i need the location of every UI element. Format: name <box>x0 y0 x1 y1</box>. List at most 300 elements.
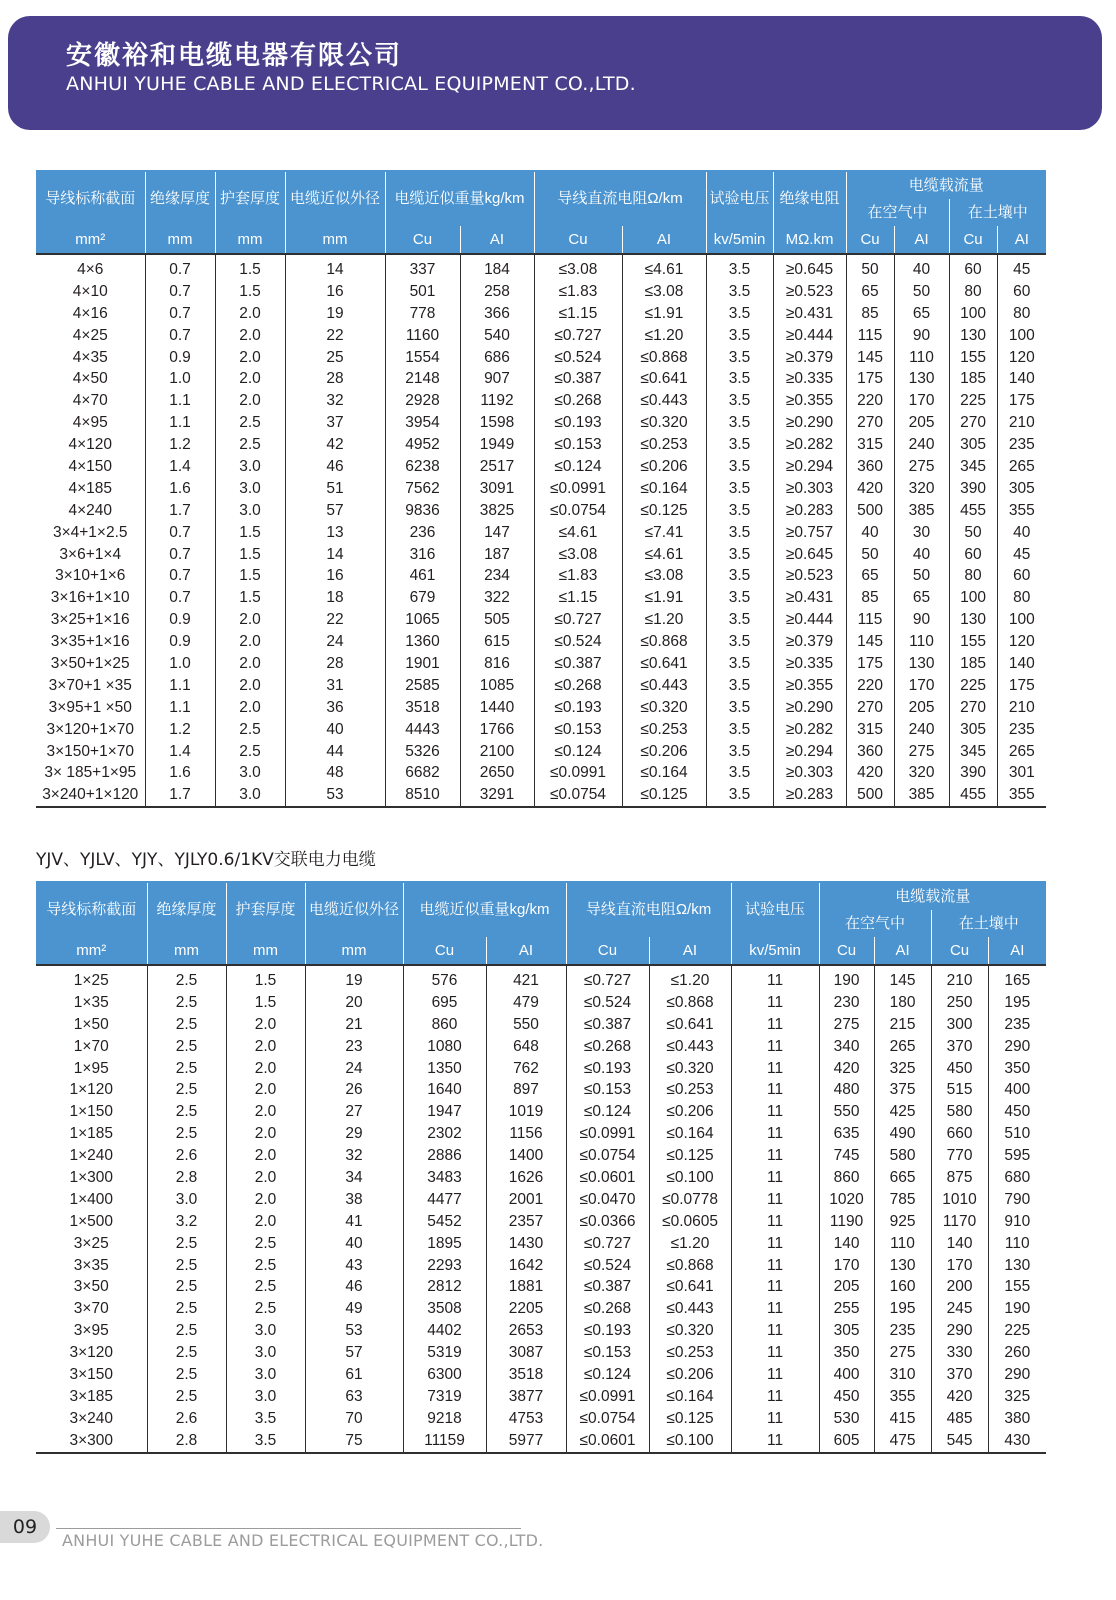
table-cell: 80 <box>997 587 1046 609</box>
table-cell: 1895 <box>403 1233 486 1255</box>
table-cell: 3×300 <box>36 1430 147 1453</box>
table-cell: ≤0.868 <box>622 631 706 653</box>
table-cell: 400 <box>819 1364 874 1386</box>
table-cell: 3× 185+1×95 <box>36 762 145 784</box>
table-cell: 11 <box>731 1364 819 1386</box>
header-soil-al: AI <box>997 226 1046 254</box>
table-cell: 3.0 <box>215 478 285 500</box>
table-cell: 860 <box>819 1167 874 1189</box>
table-cell: 28 <box>285 368 385 390</box>
table-cell: 340 <box>819 1036 874 1058</box>
table-cell: 1598 <box>460 412 534 434</box>
table-cell: 3×70 <box>36 1298 147 1320</box>
table-row <box>36 390 1046 412</box>
table-cell: ≥0.294 <box>773 456 846 478</box>
table-cell: 2.5 <box>147 965 226 992</box>
header-insulation: 绝缘厚度 <box>145 171 215 226</box>
page-header-banner <box>8 16 1102 130</box>
table-cell: 1626 <box>486 1167 566 1189</box>
table-cell: 3091 <box>460 478 534 500</box>
table-cell: ≥0.283 <box>773 500 846 522</box>
header-insulation: 绝缘厚度 <box>147 882 226 937</box>
table-cell: 9836 <box>385 500 460 522</box>
table-cell: ≥0.431 <box>773 587 846 609</box>
table-cell: 11 <box>731 1189 819 1211</box>
table-cell: 1×185 <box>36 1123 147 1145</box>
table-row <box>36 741 1046 763</box>
table-cell: 60 <box>997 281 1046 303</box>
table-cell: 48 <box>285 762 385 784</box>
table-cell: 270 <box>846 412 894 434</box>
table-cell: 325 <box>874 1058 931 1080</box>
table-cell: 4443 <box>385 719 460 741</box>
table-cell: 2.0 <box>215 653 285 675</box>
table-cell: 2.5 <box>147 1058 226 1080</box>
table-cell: 110 <box>874 1233 931 1255</box>
table-cell: 40 <box>285 719 385 741</box>
table-cell: 205 <box>894 697 949 719</box>
table-cell: 3×35 <box>36 1255 147 1277</box>
table-cell: ≤1.20 <box>649 965 731 992</box>
table-cell: 46 <box>305 1276 403 1298</box>
table-row <box>36 1123 1046 1145</box>
table-cell: 1020 <box>819 1189 874 1211</box>
table-cell: 1.2 <box>145 719 215 741</box>
table-cell: 501 <box>385 281 460 303</box>
table-cell: 1085 <box>460 675 534 697</box>
table-cell: 1.1 <box>145 675 215 697</box>
table-cell: 3.5 <box>226 1408 305 1430</box>
header-air-cu: Cu <box>819 937 874 965</box>
table-cell: 3.5 <box>706 631 773 653</box>
table-row <box>36 1145 1046 1167</box>
table-cell: ≤3.08 <box>622 565 706 587</box>
table-cell: ≤0.320 <box>622 412 706 434</box>
table-row <box>36 719 1046 741</box>
table-cell: 130 <box>949 609 997 631</box>
table-cell: 3×185 <box>36 1386 147 1408</box>
table-cell: 3.5 <box>706 390 773 412</box>
table-cell: 130 <box>988 1255 1046 1277</box>
table-cell: ≤1.20 <box>622 325 706 347</box>
table-cell: 2.5 <box>226 1233 305 1255</box>
table-cell: 1766 <box>460 719 534 741</box>
table-cell: ≤0.268 <box>534 390 622 412</box>
table-cell: 290 <box>988 1036 1046 1058</box>
table-cell: ≥0.645 <box>773 254 846 281</box>
table-cell: 3×35+1×16 <box>36 631 145 653</box>
table-cell: 3.0 <box>147 1189 226 1211</box>
table-cell: 3.5 <box>706 609 773 631</box>
table-cell: 1019 <box>486 1101 566 1123</box>
table-cell: 3.5 <box>706 368 773 390</box>
header-resistance-al: AI <box>649 937 731 965</box>
table-cell: 11 <box>731 1276 819 1298</box>
header-resistance-cu: Cu <box>534 226 622 254</box>
table-cell: 2.8 <box>147 1167 226 1189</box>
table-cell: 479 <box>486 992 566 1014</box>
table-row <box>36 347 1046 369</box>
table-cell: 4×120 <box>36 434 145 456</box>
table-cell: 140 <box>819 1233 874 1255</box>
table-cell: 245 <box>931 1298 988 1320</box>
table-cell: 370 <box>931 1036 988 1058</box>
table-cell: ≤0.387 <box>566 1014 649 1036</box>
table-cell: 145 <box>846 347 894 369</box>
table-cell: 3877 <box>486 1386 566 1408</box>
table-cell: 4×10 <box>36 281 145 303</box>
table-cell: 1.4 <box>145 741 215 763</box>
header-air-al: AI <box>874 937 931 965</box>
table-cell: ≤0.641 <box>649 1014 731 1036</box>
table-cell: 14 <box>285 544 385 566</box>
table-cell: 0.7 <box>145 254 215 281</box>
table-cell: 45 <box>997 544 1046 566</box>
table-cell: 290 <box>931 1320 988 1342</box>
table-cell: 1400 <box>486 1145 566 1167</box>
table-cell: 615 <box>460 631 534 653</box>
table-cell: 3×6+1×4 <box>36 544 145 566</box>
table-cell: 155 <box>949 347 997 369</box>
table-cell: 580 <box>874 1145 931 1167</box>
table-cell: 0.7 <box>145 544 215 566</box>
table-cell: 1×240 <box>36 1145 147 1167</box>
table-cell: 665 <box>874 1167 931 1189</box>
table-cell: ≥0.335 <box>773 368 846 390</box>
table-cell: 380 <box>988 1408 1046 1430</box>
header-section: 导线标称截面 <box>36 171 145 226</box>
table-cell: 2585 <box>385 675 460 697</box>
header-section-unit: mm² <box>36 937 147 965</box>
header-weight-al: AI <box>486 937 566 965</box>
table-cell: 301 <box>997 762 1046 784</box>
table-cell: 370 <box>931 1364 988 1386</box>
table-cell: 455 <box>949 784 997 807</box>
table-cell: 1×25 <box>36 965 147 992</box>
table-cell: 3×95+1 ×50 <box>36 697 145 719</box>
table-cell: ≤0.0601 <box>566 1167 649 1189</box>
table-cell: 3×240+1×120 <box>36 784 145 807</box>
table-cell: ≤0.124 <box>566 1364 649 1386</box>
table-cell: 115 <box>846 609 894 631</box>
table-row <box>36 1036 1046 1058</box>
table-cell: 1.0 <box>145 653 215 675</box>
table-cell: 2.6 <box>147 1145 226 1167</box>
table-cell: ≤0.868 <box>649 1255 731 1277</box>
table-row <box>36 1342 1046 1364</box>
table-cell: 3.5 <box>706 500 773 522</box>
table-cell: 3×4+1×2.5 <box>36 522 145 544</box>
header-in-air: 在空气中 <box>819 910 931 937</box>
table-cell: 240 <box>894 719 949 741</box>
table-cell: 415 <box>874 1408 931 1430</box>
table-cell: 53 <box>285 784 385 807</box>
table-cell: ≤0.125 <box>649 1145 731 1167</box>
table-cell: 11 <box>731 1386 819 1408</box>
table-cell: 130 <box>874 1255 931 1277</box>
table-cell: 27 <box>305 1101 403 1123</box>
table-cell: 3954 <box>385 412 460 434</box>
table-cell: ≥0.283 <box>773 784 846 807</box>
table-cell: 300 <box>931 1014 988 1036</box>
table-cell: 140 <box>997 368 1046 390</box>
table-cell: 0.7 <box>145 522 215 544</box>
table-cell: 2.0 <box>226 1211 305 1233</box>
table-row <box>36 609 1046 631</box>
table-cell: ≥0.523 <box>773 281 846 303</box>
table-cell: 3.5 <box>706 544 773 566</box>
table-cell: ≤0.193 <box>566 1320 649 1342</box>
header-air-cu: Cu <box>846 226 894 254</box>
table-cell: 275 <box>819 1014 874 1036</box>
table-cell: 461 <box>385 565 460 587</box>
table-cell: 315 <box>846 434 894 456</box>
table-cell: 1.5 <box>215 544 285 566</box>
header-in-air: 在空气中 <box>846 199 949 226</box>
table-cell: 2.5 <box>226 1298 305 1320</box>
table-cell: 63 <box>305 1386 403 1408</box>
table-cell: ≤3.08 <box>622 281 706 303</box>
table-cell: 510 <box>988 1123 1046 1145</box>
table-cell: 225 <box>949 675 997 697</box>
table-cell: ≤0.524 <box>566 1255 649 1277</box>
table-cell: ≤0.443 <box>622 675 706 697</box>
table-cell: 40 <box>894 544 949 566</box>
table-cell: 1192 <box>460 390 534 412</box>
table-cell: 5452 <box>403 1211 486 1233</box>
table-cell: 2.0 <box>226 1167 305 1189</box>
table-cell: 485 <box>931 1408 988 1430</box>
table-cell: 1.5 <box>215 254 285 281</box>
table-cell: 1170 <box>931 1211 988 1233</box>
table-cell: 305 <box>949 719 997 741</box>
table-cell: 1×95 <box>36 1058 147 1080</box>
table-cell: ≤1.83 <box>534 565 622 587</box>
table-cell: ≥0.290 <box>773 697 846 719</box>
table-cell: 195 <box>874 1298 931 1320</box>
table-cell: 4×70 <box>36 390 145 412</box>
table-cell: ≤1.15 <box>534 303 622 325</box>
table-cell: 130 <box>894 368 949 390</box>
header-capacity: 电缆载流量 <box>819 882 1046 910</box>
table-cell: 3.5 <box>706 741 773 763</box>
table-cell: 90 <box>894 609 949 631</box>
table-cell: 595 <box>988 1145 1046 1167</box>
table-row <box>36 1189 1046 1211</box>
table-cell: ≤0.253 <box>622 434 706 456</box>
table-cell: 2.0 <box>226 1036 305 1058</box>
table-cell: 2100 <box>460 741 534 763</box>
table-cell: 3×50 <box>36 1276 147 1298</box>
table-cell: 6300 <box>403 1364 486 1386</box>
table-cell: ≤0.193 <box>534 697 622 719</box>
table-cell: ≤1.91 <box>622 303 706 325</box>
table-cell: 2.0 <box>215 631 285 653</box>
header-sheath-unit: mm <box>215 226 285 254</box>
table-cell: ≥0.379 <box>773 631 846 653</box>
table-cell: 2205 <box>486 1298 566 1320</box>
table-cell: 305 <box>949 434 997 456</box>
table-cell: ≤1.15 <box>534 587 622 609</box>
table-cell: 2.5 <box>147 992 226 1014</box>
table-cell: 3.5 <box>706 412 773 434</box>
table-cell: 337 <box>385 254 460 281</box>
table-cell: 1×50 <box>36 1014 147 1036</box>
table-cell: ≤0.320 <box>649 1058 731 1080</box>
header-sheath: 护套厚度 <box>215 171 285 226</box>
table-cell: 100 <box>949 303 997 325</box>
table-cell: 1.5 <box>215 587 285 609</box>
table-cell: 110 <box>894 347 949 369</box>
table-cell: 1080 <box>403 1036 486 1058</box>
table-cell: 0.9 <box>145 631 215 653</box>
table-cell: 907 <box>460 368 534 390</box>
table-cell: 19 <box>285 303 385 325</box>
table-cell: ≤1.83 <box>534 281 622 303</box>
table-cell: ≥0.290 <box>773 412 846 434</box>
table-cell: 1350 <box>403 1058 486 1080</box>
table-cell: 236 <box>385 522 460 544</box>
table-cell: 1.6 <box>145 762 215 784</box>
table-cell: 110 <box>894 631 949 653</box>
table-cell: 3.5 <box>226 1430 305 1453</box>
table-cell: 2.5 <box>147 1014 226 1036</box>
table-cell: 25 <box>285 347 385 369</box>
table-cell: 390 <box>949 478 997 500</box>
table-cell: 3.0 <box>215 500 285 522</box>
table-cell: 2293 <box>403 1255 486 1277</box>
table-cell: 65 <box>894 587 949 609</box>
header-insulation-unit: mm <box>147 937 226 965</box>
table-cell: 345 <box>949 741 997 763</box>
table-cell: 3518 <box>486 1364 566 1386</box>
table-cell: 3×16+1×10 <box>36 587 145 609</box>
table-cell: 70 <box>305 1408 403 1430</box>
table-row <box>36 303 1046 325</box>
table-row <box>36 281 1046 303</box>
table-cell: 2.5 <box>215 741 285 763</box>
table-cell: ≤0.727 <box>534 609 622 631</box>
table-cell: 3.5 <box>706 587 773 609</box>
table-cell: ≥0.303 <box>773 478 846 500</box>
table-cell: 215 <box>874 1014 931 1036</box>
table-cell: 235 <box>874 1320 931 1342</box>
company-name-cn: 安徽裕和电缆电器有限公司 <box>66 41 403 71</box>
table-row <box>36 1211 1046 1233</box>
table-cell: 3.0 <box>215 456 285 478</box>
table-cell: 2.0 <box>226 1079 305 1101</box>
table-cell: 60 <box>949 254 997 281</box>
table-cell: 115 <box>846 325 894 347</box>
table-cell: 175 <box>846 368 894 390</box>
table-cell: 140 <box>997 653 1046 675</box>
table-cell: 1×120 <box>36 1079 147 1101</box>
table-cell: ≤4.61 <box>622 544 706 566</box>
header-weight-al: AI <box>460 226 534 254</box>
table-cell: 310 <box>874 1364 931 1386</box>
table-cell: 1010 <box>931 1189 988 1211</box>
table-cell: 3.0 <box>215 762 285 784</box>
table-cell: ≤0.268 <box>534 675 622 697</box>
table-cell: 360 <box>846 741 894 763</box>
header-voltage: 试验电压 <box>706 171 773 226</box>
table-cell: 0.9 <box>145 347 215 369</box>
table-cell: 2.0 <box>215 303 285 325</box>
table-cell: 184 <box>460 254 534 281</box>
table-cell: 2001 <box>486 1189 566 1211</box>
table-cell: ≤0.124 <box>566 1101 649 1123</box>
table-cell: 679 <box>385 587 460 609</box>
table-cell: 1881 <box>486 1276 566 1298</box>
table-cell: 450 <box>988 1101 1046 1123</box>
table-cell: 5326 <box>385 741 460 763</box>
table-cell: ≤0.206 <box>622 741 706 763</box>
table-cell: 2.0 <box>215 347 285 369</box>
table-cell: ≤0.206 <box>649 1364 731 1386</box>
table-cell: 790 <box>988 1189 1046 1211</box>
table-row <box>36 675 1046 697</box>
table-cell: 420 <box>846 762 894 784</box>
table-cell: 455 <box>949 500 997 522</box>
table-cell: 11 <box>731 1430 819 1453</box>
table-cell: 5319 <box>403 1342 486 1364</box>
table-cell: 230 <box>819 992 874 1014</box>
table-cell: 648 <box>486 1036 566 1058</box>
table-row <box>36 1255 1046 1277</box>
table-row <box>36 544 1046 566</box>
table-cell: ≤0.125 <box>649 1408 731 1430</box>
table-cell: ≥0.355 <box>773 390 846 412</box>
footer-divider <box>56 1528 521 1529</box>
table-cell: 57 <box>285 500 385 522</box>
table-cell: 1430 <box>486 1233 566 1255</box>
table-cell: ≤0.0601 <box>566 1430 649 1453</box>
table-row <box>36 965 1046 992</box>
table-cell: 1.2 <box>145 434 215 456</box>
table-cell: 275 <box>894 456 949 478</box>
table-cell: 660 <box>931 1123 988 1145</box>
spec-table-1-body <box>36 254 1046 807</box>
header-voltage-unit: kv/5min <box>706 226 773 254</box>
table-row <box>36 478 1046 500</box>
table-cell: 1554 <box>385 347 460 369</box>
table-cell: 3.5 <box>706 303 773 325</box>
table-cell: ≤0.0754 <box>534 500 622 522</box>
table-row <box>36 522 1046 544</box>
table-cell: 270 <box>846 697 894 719</box>
table-cell: 2.5 <box>147 1298 226 1320</box>
table-cell: 120 <box>997 631 1046 653</box>
table-cell: 1.5 <box>215 565 285 587</box>
table-cell: 345 <box>949 456 997 478</box>
table-cell: 1160 <box>385 325 460 347</box>
table-cell: 50 <box>949 522 997 544</box>
table-cell: ≤0.0778 <box>649 1189 731 1211</box>
table-cell: 515 <box>931 1079 988 1101</box>
table-cell: 540 <box>460 325 534 347</box>
table-cell: 1.6 <box>145 478 215 500</box>
table-cell: 605 <box>819 1430 874 1453</box>
table-cell: ≤0.193 <box>534 412 622 434</box>
table-cell: 7562 <box>385 478 460 500</box>
table-cell: 1.5 <box>226 992 305 1014</box>
table-cell: 315 <box>846 719 894 741</box>
header-resistance-al: AI <box>622 226 706 254</box>
table-cell: 225 <box>988 1320 1046 1342</box>
header-section: 导线标称截面 <box>36 882 147 937</box>
table-cell: 778 <box>385 303 460 325</box>
table-cell: 745 <box>819 1145 874 1167</box>
